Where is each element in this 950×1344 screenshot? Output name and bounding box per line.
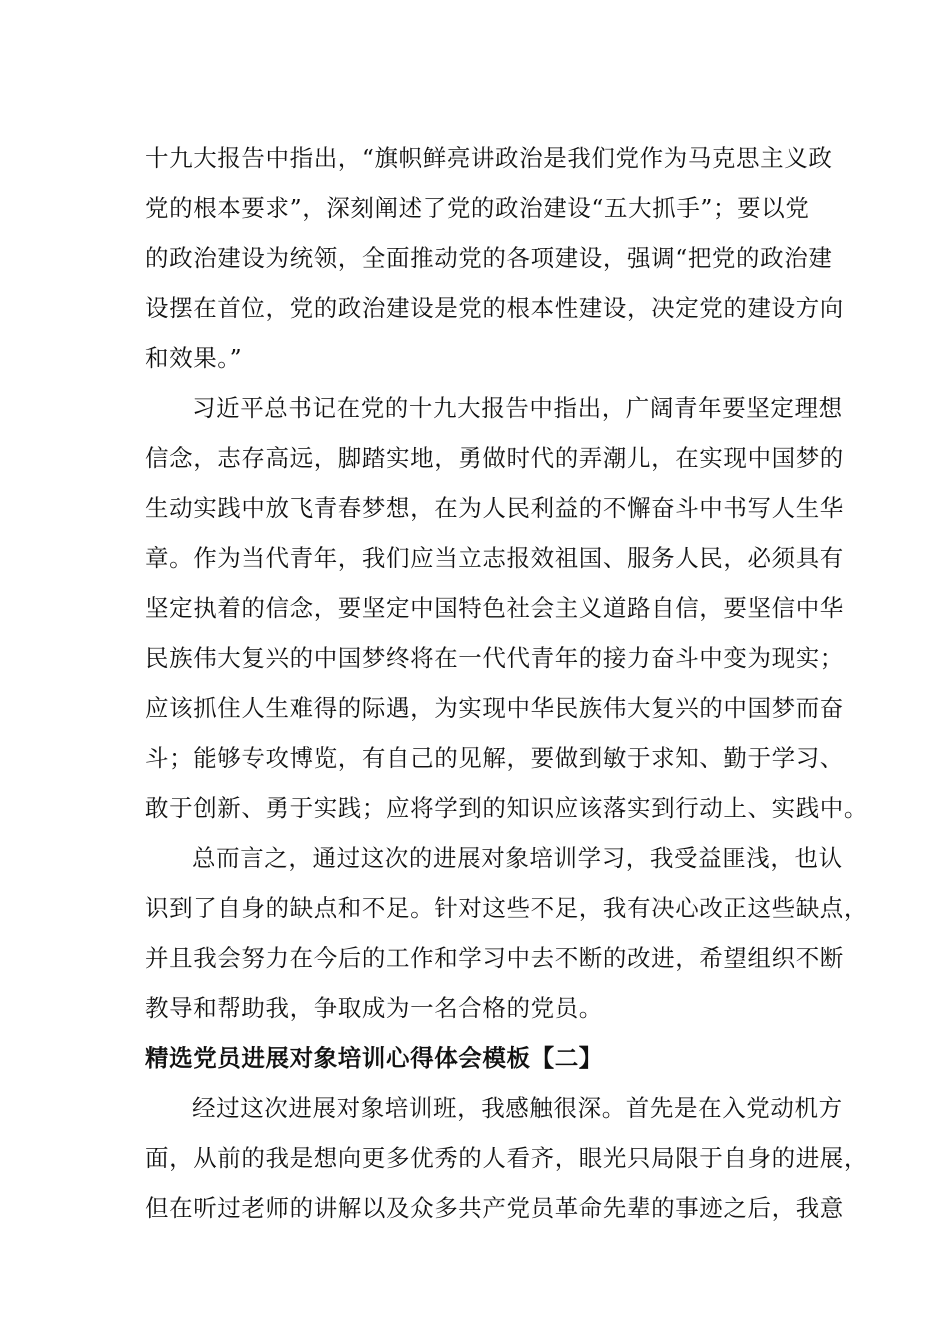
section-heading: 精选党员进展对象培训心得体会模板【二】 — [145, 1044, 603, 1072]
text-line: 和效果。” — [145, 344, 243, 372]
text-line: 设摆在首位，党的政治建设是党的根本性建设，决定党的建设方向 — [145, 294, 844, 322]
text-line: 识到了自身的缺点和不足。针对这些不足，我有决心改正这些缺点， — [145, 894, 868, 922]
text-line: 面，从前的我是想向更多优秀的人看齐，眼光只局限于自身的进展， — [145, 1144, 868, 1172]
text-line: 党的根本要求”，深刻阐述了党的政治建设“五大抓手”；要以党 — [145, 194, 810, 222]
text-line: 经过这次进展对象培训班，我感触很深。首先是在入党动机方 — [192, 1094, 843, 1122]
text-line: 十九大报告中指出，“旗帜鲜亮讲政治是我们党作为马克思主义政 — [145, 144, 833, 172]
text-line: 民族伟大复兴的中国梦终将在一代代青年的接力奋斗中变为现实； — [145, 644, 844, 672]
text-line: 总而言之，通过这次的进展对象培训学习，我受益匪浅，也认 — [192, 844, 843, 872]
paragraph-1 — [145, 133, 844, 383]
text-line: 坚定执着的信念，要坚定中国特色社会主义道路自信，要坚信中华 — [145, 594, 844, 622]
text-line: 但在听过老师的讲解以及众多共产党员革命先辈的事迹之后，我意 — [145, 1194, 844, 1222]
text-line: 敢于创新、勇于实践；应将学到的知识应该落实到行动上、实践中。 — [145, 794, 868, 822]
text-line: 习近平总书记在党的十九大报告中指出，广阔青年要坚定理想 — [192, 394, 843, 422]
paragraph-4 — [145, 1083, 868, 1233]
text-line: 生动实践中放飞青春梦想，在为人民利益的不懈奋斗中书写人生华 — [145, 494, 844, 522]
paragraph-3 — [145, 833, 868, 1033]
text-line: 章。作为当代青年，我们应当立志报效祖国、服务人民，必须具有 — [145, 544, 844, 572]
text-line: 的政治建设为统领，全面推动党的各项建设，强调“把党的政治建 — [145, 244, 833, 272]
document-body — [145, 133, 868, 1233]
text-line: 教导和帮助我，争取成为一名合格的党员。 — [145, 994, 603, 1022]
text-line: 信念，志存高远，脚踏实地，勇做时代的弄潮儿，在实现中国梦的 — [145, 444, 844, 472]
text-line: 并且我会努力在今后的工作和学习中去不断的改进，希望组织不断 — [145, 944, 844, 972]
text-line: 应该抓住人生难得的际遇，为实现中华民族伟大复兴的中国梦而奋 — [145, 694, 844, 722]
paragraph-2 — [145, 383, 868, 833]
text-line: 斗；能够专攻博览，有自己的见解，要做到敏于求知、勤于学习、 — [145, 744, 844, 772]
